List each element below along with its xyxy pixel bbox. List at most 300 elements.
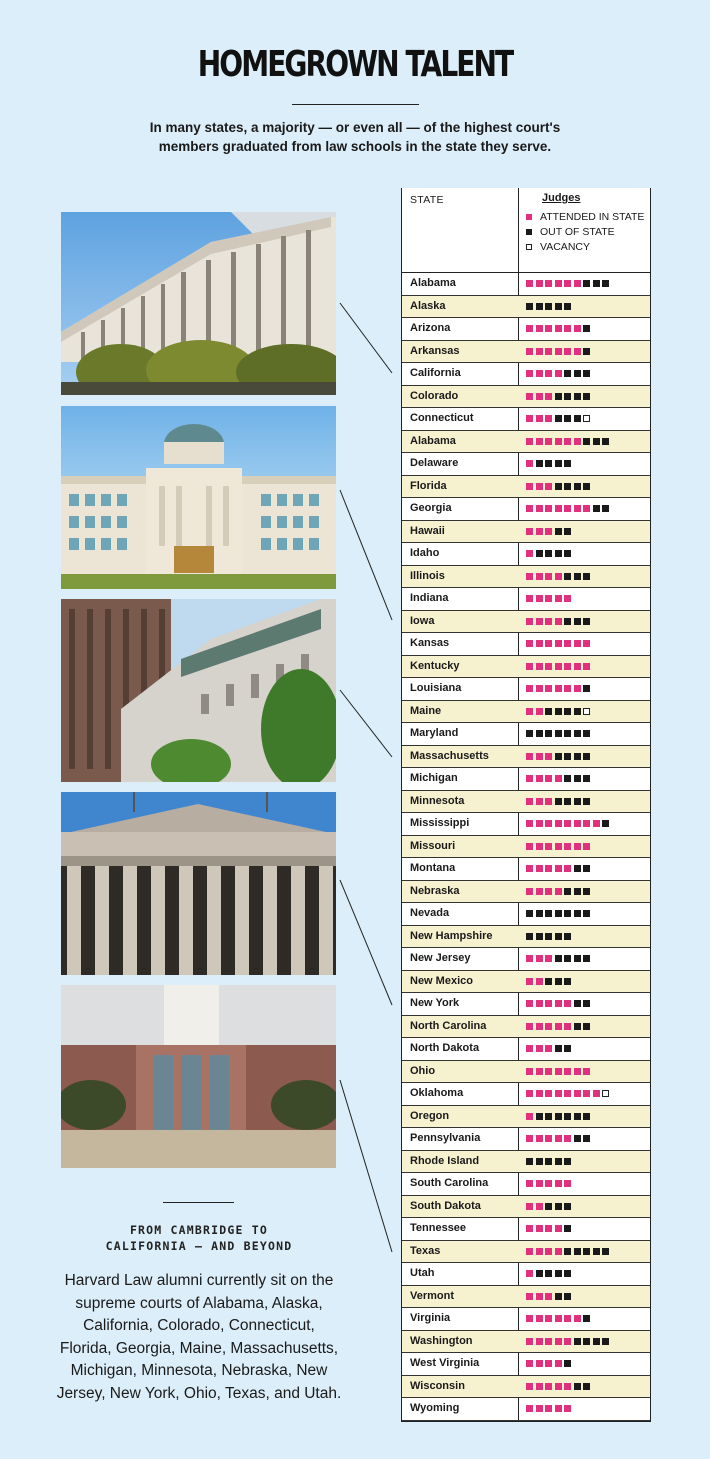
judge-mark-in-state (593, 820, 600, 827)
state-name: Alabama (410, 277, 456, 289)
judge-mark-in-state (555, 1315, 562, 1322)
judge-mark-in-state (574, 1068, 581, 1075)
judge-mark-in-state (555, 595, 562, 602)
judge-mark-out-of-state (536, 303, 543, 310)
judge-marks (526, 843, 593, 851)
judge-mark-in-state (555, 1383, 562, 1390)
judge-mark-in-state (526, 1270, 533, 1277)
judge-mark-out-of-state (583, 910, 590, 917)
judge-mark-in-state (526, 370, 533, 377)
judge-mark-in-state (526, 1338, 533, 1345)
judge-mark-out-of-state (602, 438, 609, 445)
judges-table (401, 188, 651, 1422)
judge-marks (526, 415, 593, 423)
judge-mark-out-of-state (555, 1293, 562, 1300)
judge-marks (526, 1068, 593, 1076)
table-row (402, 408, 650, 431)
judge-mark-in-state (526, 663, 533, 670)
judge-marks (526, 280, 612, 288)
judge-mark-in-state (545, 685, 552, 692)
judge-marks (526, 685, 593, 693)
judge-mark-in-state (536, 1315, 543, 1322)
judge-mark-in-state (545, 798, 552, 805)
judge-mark-in-state (536, 573, 543, 580)
judge-mark-out-of-state (574, 415, 581, 422)
judge-mark-in-state (574, 663, 581, 670)
judge-mark-in-state (526, 888, 533, 895)
judge-mark-out-of-state (564, 1158, 571, 1165)
table-row (402, 791, 650, 814)
judge-mark-out-of-state (574, 1135, 581, 1142)
judge-mark-in-state (536, 753, 543, 760)
judge-mark-in-state (564, 348, 571, 355)
judge-mark-in-state (545, 573, 552, 580)
judge-mark-out-of-state (574, 1383, 581, 1390)
judge-mark-in-state (536, 1023, 543, 1030)
caption-heading-line-1: FROM CAMBRIDGE TO (129, 1223, 269, 1237)
judge-mark-out-of-state (545, 708, 552, 715)
judge-mark-in-state (545, 1180, 552, 1187)
judge-mark-in-state (545, 415, 552, 422)
judge-mark-in-state (526, 843, 533, 850)
judge-mark-out-of-state (545, 933, 552, 940)
judge-marks (526, 1315, 593, 1323)
judge-mark-in-state (536, 348, 543, 355)
judge-mark-vacancy (583, 708, 590, 715)
judge-mark-in-state (526, 753, 533, 760)
judge-mark-out-of-state (564, 1248, 571, 1255)
state-name: Pennsylvania (410, 1132, 481, 1144)
judge-mark-in-state (545, 348, 552, 355)
judge-mark-in-state (555, 370, 562, 377)
judge-mark-out-of-state (583, 888, 590, 895)
judge-mark-out-of-state (583, 393, 590, 400)
table-row (402, 656, 650, 679)
judge-mark-out-of-state (564, 1270, 571, 1277)
judge-mark-in-state (545, 528, 552, 535)
judge-mark-in-state (574, 1315, 581, 1322)
judge-mark-in-state (545, 280, 552, 287)
state-name: Wisconsin (410, 1379, 465, 1392)
judge-mark-in-state (545, 1000, 552, 1007)
state-name: Iowa (410, 614, 435, 627)
judge-mark-in-state (526, 280, 533, 287)
table-row (402, 836, 650, 859)
judge-mark-in-state (536, 370, 543, 377)
judge-mark-in-state (583, 640, 590, 647)
judge-mark-in-state (536, 505, 543, 512)
table-row (402, 521, 650, 544)
judge-marks (526, 775, 593, 783)
judge-mark-in-state (583, 1068, 590, 1075)
judge-mark-in-state (574, 438, 581, 445)
judge-mark-in-state (526, 550, 533, 557)
state-name: North Carolina (410, 1019, 487, 1032)
state-name: Wyoming (410, 1402, 460, 1414)
judge-mark-in-state (555, 865, 562, 872)
table-row (402, 1038, 650, 1061)
legend-item-in-state (526, 212, 650, 223)
judge-mark-in-state (536, 775, 543, 782)
judge-mark-in-state (536, 1068, 543, 1075)
judge-mark-in-state (555, 775, 562, 782)
judge-mark-out-of-state (574, 1023, 581, 1030)
leader-line-massachusetts (340, 690, 392, 757)
judge-mark-in-state (545, 1360, 552, 1367)
judge-mark-in-state (526, 798, 533, 805)
judge-mark-in-state (536, 280, 543, 287)
judge-mark-out-of-state (574, 775, 581, 782)
state-name: Kentucky (410, 659, 460, 672)
judge-marks (526, 1158, 574, 1166)
judge-mark-in-state (545, 325, 552, 332)
judge-mark-in-state (564, 820, 571, 827)
judge-mark-out-of-state (583, 865, 590, 872)
judge-marks (526, 325, 593, 333)
state-name: South Dakota (410, 1199, 481, 1212)
judge-mark-in-state (545, 1405, 552, 1412)
judge-mark-in-state (526, 1045, 533, 1052)
state-name: New Jersey (410, 952, 471, 964)
judge-mark-in-state (536, 978, 543, 985)
judge-mark-out-of-state (593, 1338, 600, 1345)
judge-mark-out-of-state (555, 1158, 562, 1165)
judge-marks (526, 1090, 612, 1098)
table-row (402, 701, 650, 724)
photo-domed-court (61, 406, 336, 589)
judge-mark-in-state (545, 483, 552, 490)
legend-swatch-in-state (526, 214, 532, 220)
judge-mark-in-state (555, 888, 562, 895)
judge-mark-out-of-state (583, 280, 590, 287)
photo-stone-court (61, 599, 336, 782)
table-row (402, 903, 650, 926)
judge-mark-out-of-state (555, 798, 562, 805)
judge-marks (526, 370, 593, 378)
judge-mark-vacancy (602, 1090, 609, 1097)
judge-marks (526, 820, 612, 828)
judge-mark-in-state (583, 843, 590, 850)
subtitle-line-2: members graduated from law schools in the state they serve. (158, 139, 552, 154)
judge-mark-out-of-state (593, 438, 600, 445)
state-name: Vermont (410, 1289, 455, 1302)
judge-mark-in-state (536, 640, 543, 647)
judge-mark-in-state (555, 618, 562, 625)
judge-mark-in-state (545, 753, 552, 760)
judge-marks (526, 1248, 612, 1256)
photo-california-court (61, 212, 336, 395)
table-header (402, 188, 650, 273)
judge-mark-in-state (545, 438, 552, 445)
judge-marks (526, 1180, 574, 1188)
judge-mark-out-of-state (545, 730, 552, 737)
judge-mark-in-state (574, 640, 581, 647)
judge-mark-out-of-state (564, 1203, 571, 1210)
judge-mark-in-state (526, 820, 533, 827)
leader-line-new-york (340, 880, 392, 1005)
judge-mark-in-state (564, 595, 571, 602)
judge-mark-in-state (564, 1068, 571, 1075)
judge-mark-out-of-state (526, 730, 533, 737)
judge-mark-out-of-state (574, 798, 581, 805)
judge-mark-in-state (526, 1090, 533, 1097)
judge-marks (526, 483, 593, 491)
judge-marks (526, 1023, 593, 1031)
judge-mark-in-state (564, 325, 571, 332)
judge-marks (526, 595, 574, 603)
table-row (402, 588, 650, 611)
judge-mark-in-state (545, 1068, 552, 1075)
judge-mark-in-state (536, 1293, 543, 1300)
judge-mark-in-state (536, 843, 543, 850)
state-name: Rhode Island (410, 1154, 480, 1167)
judge-mark-in-state (536, 1180, 543, 1187)
state-name: Alaska (410, 299, 446, 312)
judge-mark-in-state (526, 595, 533, 602)
judge-mark-in-state (536, 685, 543, 692)
state-name: West Virginia (410, 1357, 480, 1369)
judge-mark-out-of-state (545, 550, 552, 557)
subtitle-line-1: In many states, a majority — or even all — of the highest court's (149, 120, 561, 135)
judge-mark-in-state (526, 1360, 533, 1367)
title-divider (292, 104, 419, 105)
judge-marks (526, 303, 574, 311)
table-row (402, 341, 650, 364)
judge-mark-out-of-state (564, 393, 571, 400)
judge-mark-out-of-state (574, 708, 581, 715)
judge-marks (526, 393, 593, 401)
judge-mark-out-of-state (602, 505, 609, 512)
state-name: Alabama (410, 434, 456, 447)
judge-mark-out-of-state (583, 1338, 590, 1345)
judge-mark-out-of-state (555, 393, 562, 400)
table-row (402, 1151, 650, 1174)
judge-mark-out-of-state (564, 1225, 571, 1232)
judge-mark-in-state (526, 1248, 533, 1255)
judge-mark-out-of-state (583, 1315, 590, 1322)
judge-mark-in-state (555, 348, 562, 355)
judge-mark-out-of-state (583, 775, 590, 782)
caption-heading-line-2: CALIFORNIA — AND BEYOND (105, 1239, 293, 1253)
state-name: New York (410, 997, 460, 1009)
judge-mark-out-of-state (564, 303, 571, 310)
table-row (402, 1218, 650, 1241)
judge-mark-in-state (536, 1090, 543, 1097)
judge-marks (526, 1000, 593, 1008)
judge-mark-in-state (526, 573, 533, 580)
state-name: Maryland (410, 727, 459, 739)
judge-mark-out-of-state (545, 303, 552, 310)
legend-label: VACANCY (540, 241, 590, 253)
table-row (402, 723, 650, 746)
judge-marks (526, 1360, 574, 1368)
judge-mark-out-of-state (555, 550, 562, 557)
judge-mark-in-state (574, 280, 581, 287)
judge-marks (526, 1405, 574, 1413)
table-row (402, 431, 650, 454)
judge-mark-in-state (526, 1383, 533, 1390)
judge-mark-in-state (526, 708, 533, 715)
leader-line-iowa (340, 490, 392, 620)
judge-mark-in-state (545, 1338, 552, 1345)
judge-mark-in-state (555, 573, 562, 580)
judge-mark-in-state (574, 325, 581, 332)
judge-mark-in-state (564, 640, 571, 647)
judge-mark-in-state (526, 1203, 533, 1210)
column-header-state: STATE (410, 194, 444, 206)
state-name: Massachusetts (410, 749, 489, 762)
judge-mark-in-state (526, 978, 533, 985)
state-name: North Dakota (410, 1042, 480, 1054)
state-name: Kansas (410, 637, 450, 649)
judge-mark-out-of-state (574, 753, 581, 760)
judge-mark-in-state (583, 663, 590, 670)
state-name: Hawaii (410, 524, 445, 537)
judge-mark-out-of-state (602, 1248, 609, 1255)
judge-mark-in-state (526, 415, 533, 422)
judge-mark-out-of-state (536, 1158, 543, 1165)
table-row (402, 948, 650, 971)
table-row (402, 1263, 650, 1286)
judge-mark-out-of-state (574, 483, 581, 490)
judge-mark-out-of-state (583, 325, 590, 332)
table-row (402, 1331, 650, 1354)
leader-line-texas (340, 1080, 392, 1252)
table-row (402, 1376, 650, 1399)
judge-mark-out-of-state (555, 955, 562, 962)
judge-mark-out-of-state (564, 618, 571, 625)
judge-mark-out-of-state (536, 1270, 543, 1277)
judge-mark-out-of-state (574, 393, 581, 400)
table-row (402, 296, 650, 319)
judge-mark-in-state (564, 865, 571, 872)
state-name: Oklahoma (410, 1087, 464, 1099)
judge-mark-out-of-state (574, 865, 581, 872)
judge-mark-out-of-state (583, 348, 590, 355)
table-row (402, 453, 650, 476)
judge-mark-in-state (574, 820, 581, 827)
judge-mark-out-of-state (593, 280, 600, 287)
judge-mark-out-of-state (555, 1045, 562, 1052)
legend-swatch-out-of-state (526, 229, 532, 235)
state-name: Arizona (410, 322, 451, 334)
judge-marks (526, 550, 574, 558)
judge-mark-in-state (545, 1225, 552, 1232)
judge-mark-out-of-state (555, 303, 562, 310)
judge-mark-in-state (545, 618, 552, 625)
state-name: Idaho (410, 547, 440, 559)
judge-mark-in-state (536, 1045, 543, 1052)
judge-mark-in-state (555, 1180, 562, 1187)
state-name: Minnesota (410, 794, 465, 807)
table-row (402, 1083, 650, 1106)
judge-mark-out-of-state (526, 303, 533, 310)
judge-mark-in-state (536, 865, 543, 872)
judge-marks (526, 460, 574, 468)
judge-mark-out-of-state (574, 730, 581, 737)
judge-mark-in-state (564, 1135, 571, 1142)
judge-mark-out-of-state (555, 753, 562, 760)
judge-mark-out-of-state (583, 1113, 590, 1120)
judge-mark-out-of-state (583, 438, 590, 445)
judge-mark-out-of-state (583, 483, 590, 490)
state-name: Nebraska (410, 884, 460, 897)
judge-mark-in-state (564, 1090, 571, 1097)
table-row (402, 1016, 650, 1039)
judge-mark-in-state (555, 820, 562, 827)
table-row (402, 1241, 650, 1264)
judge-mark-out-of-state (536, 1113, 543, 1120)
state-name: Louisiana (410, 682, 462, 694)
judge-mark-in-state (526, 685, 533, 692)
judge-mark-out-of-state (545, 460, 552, 467)
judge-mark-out-of-state (545, 1158, 552, 1165)
judge-mark-out-of-state (564, 708, 571, 715)
judge-mark-in-state (564, 1405, 571, 1412)
judge-mark-in-state (545, 775, 552, 782)
judge-mark-in-state (545, 1023, 552, 1030)
judge-mark-out-of-state (583, 1135, 590, 1142)
judge-mark-in-state (536, 1248, 543, 1255)
state-name: Texas (410, 1244, 441, 1257)
judge-mark-in-state (545, 1315, 552, 1322)
state-name: Florida (410, 479, 447, 492)
judge-marks (526, 618, 593, 626)
caption-divider (163, 1202, 234, 1203)
table-row (402, 881, 650, 904)
leader-line-california (340, 303, 392, 373)
table-row (402, 498, 650, 521)
judge-mark-out-of-state (564, 1360, 571, 1367)
judge-marks (526, 663, 593, 671)
judge-mark-out-of-state (574, 1000, 581, 1007)
judge-mark-in-state (526, 1000, 533, 1007)
judge-marks (526, 438, 612, 446)
judge-mark-in-state (536, 438, 543, 445)
judge-mark-out-of-state (536, 730, 543, 737)
photo-modern-court (61, 985, 336, 1168)
judge-marks (526, 888, 593, 896)
judge-mark-in-state (555, 1135, 562, 1142)
judge-mark-in-state (574, 505, 581, 512)
judge-mark-out-of-state (555, 415, 562, 422)
judge-mark-out-of-state (545, 1270, 552, 1277)
judge-mark-out-of-state (526, 933, 533, 940)
judge-mark-out-of-state (583, 955, 590, 962)
judge-mark-out-of-state (564, 483, 571, 490)
judge-mark-in-state (526, 1023, 533, 1030)
judge-mark-in-state (545, 820, 552, 827)
judge-mark-out-of-state (564, 753, 571, 760)
table-row (402, 363, 650, 386)
judge-mark-out-of-state (583, 685, 590, 692)
judge-mark-in-state (583, 1090, 590, 1097)
judge-marks (526, 1338, 612, 1346)
judge-marks (526, 348, 593, 356)
judge-mark-in-state (536, 1405, 543, 1412)
judge-mark-out-of-state (574, 1338, 581, 1345)
judge-mark-in-state (564, 280, 571, 287)
table-row (402, 1128, 650, 1151)
judge-mark-out-of-state (574, 1113, 581, 1120)
judge-mark-out-of-state (545, 910, 552, 917)
judge-marks (526, 865, 593, 873)
judge-mark-out-of-state (564, 910, 571, 917)
judge-mark-out-of-state (602, 280, 609, 287)
legend-swatch-vacancy (526, 244, 532, 250)
table-row (402, 1106, 650, 1129)
table-row (402, 386, 650, 409)
